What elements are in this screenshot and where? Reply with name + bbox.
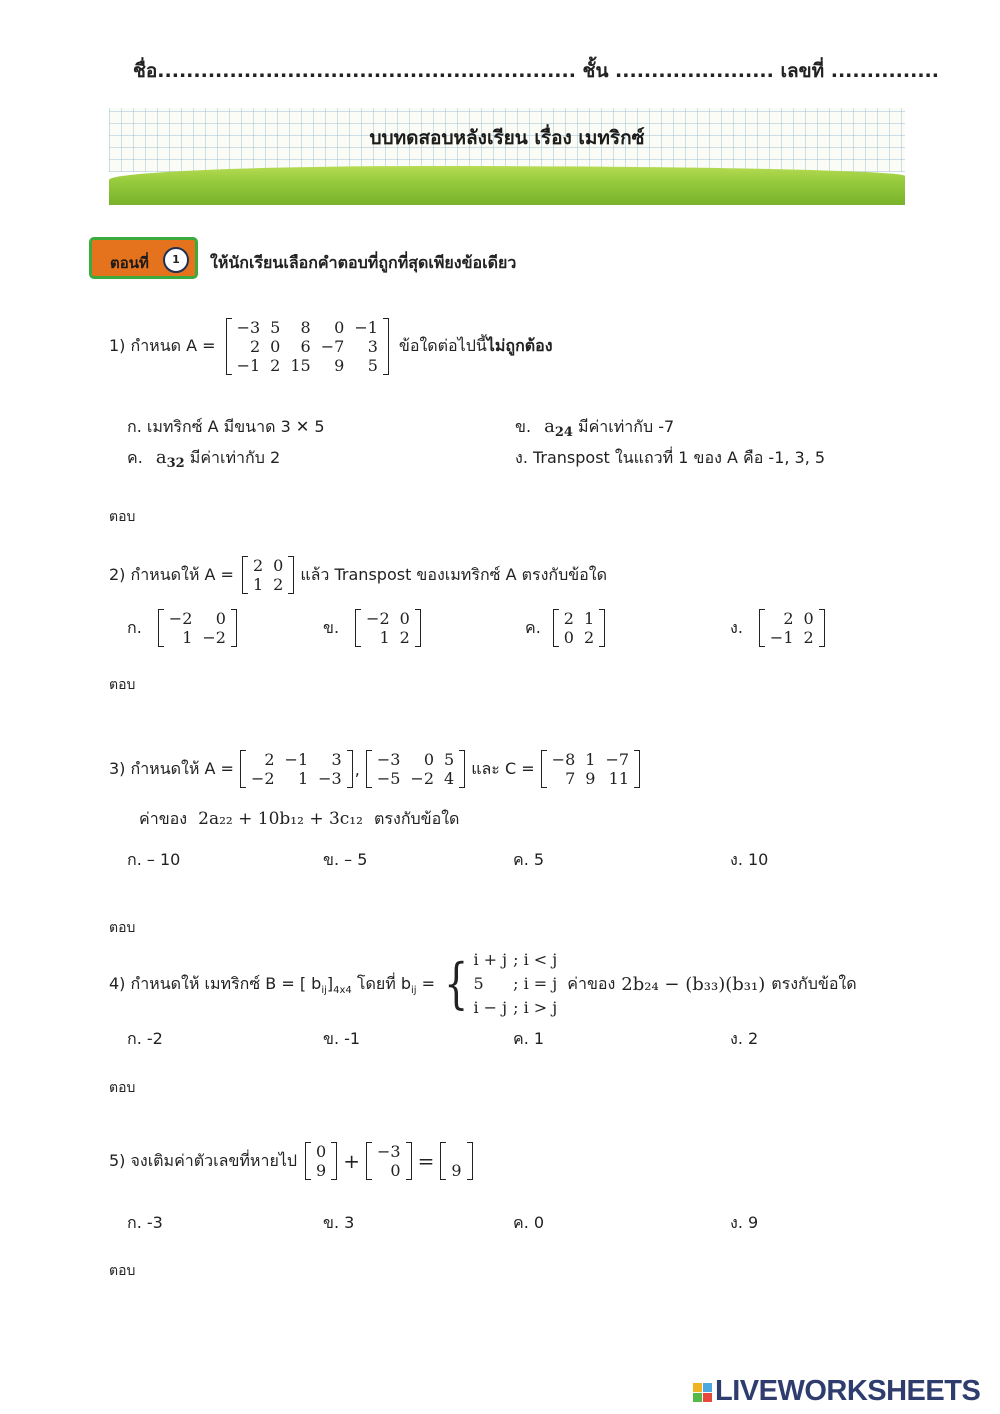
case-2-expr: 5: [473, 974, 484, 993]
q4-mid: ค่าของ: [567, 973, 616, 993]
matrix-cell: 3: [367, 337, 378, 356]
matrix-cell: 2: [783, 609, 794, 628]
case-1-expr: i + j: [473, 950, 508, 969]
matrix-cell: 1: [379, 628, 390, 647]
q1-option-c-sub: 32: [166, 456, 185, 472]
matrix-cell: 0: [563, 628, 574, 647]
q4-option-b[interactable]: ข. -1: [323, 1029, 361, 1048]
q3-line2-pre: ค่าของ: [139, 809, 188, 828]
matrix-cell: −1: [236, 356, 261, 375]
part-number: 1: [163, 247, 189, 273]
q3-matrix-a: [240, 750, 353, 788]
q2-option-a-matrix: [158, 609, 237, 647]
q2-option-a-label: ก.: [127, 617, 142, 637]
q2-option-c[interactable]: [525, 609, 605, 647]
q2-option-b-label: ข.: [323, 617, 340, 637]
matrix-cell: 0: [273, 556, 284, 575]
question-3: [109, 750, 640, 788]
q2-matrix-a: [242, 556, 294, 594]
matrix-cell: 2: [252, 556, 264, 575]
q1-option-c-var: a: [155, 447, 167, 468]
matrix-cell: −7: [320, 337, 345, 356]
q1-option-c-text: มีค่าเท่ากับ 2: [184, 448, 281, 467]
q2-option-b[interactable]: [323, 609, 421, 647]
q1-option-c[interactable]: [127, 446, 280, 471]
matrix-cell: −8: [551, 750, 576, 769]
matrix-cell: −2: [366, 609, 390, 628]
q3-matrix-c: [541, 750, 640, 788]
right-bracket: [819, 609, 825, 647]
q5-prefix: 5) จงเติมค่าตัวเลขที่หายไป: [109, 1150, 298, 1170]
matrix-cell: 7: [565, 769, 576, 788]
matrix-cell: 0: [316, 1142, 327, 1161]
matrix-cell: 1: [583, 609, 595, 628]
right-bracket: [634, 750, 640, 788]
q5-matrix-a: [305, 1142, 337, 1180]
matrix-cell: 2: [273, 575, 284, 594]
q1-suffix: ข้อใดต่อไปนี้: [398, 336, 487, 355]
matrix-cell: 9: [334, 356, 345, 375]
matrix-cell: −3: [318, 769, 342, 788]
logo-blocks-icon: [693, 1383, 712, 1402]
q2-option-c-label: ค.: [525, 617, 541, 637]
q1-matrix-a: [226, 318, 389, 375]
q1-answer-label: ตอบ: [109, 509, 136, 525]
matrix-cell: 2: [583, 628, 595, 647]
q2-suffix: แล้ว Transpost ของเมทริกซ์ A ตรงกับข้อใด: [300, 564, 607, 584]
q4-piecewise: [439, 948, 563, 1020]
q3-option-a[interactable]: ก. – 10: [127, 850, 181, 869]
right-bracket: [599, 609, 605, 647]
student-info-line: ชื่อ.......................................................... ชั้น ...................... เลขที่ ...............: [133, 60, 939, 82]
q2-prefix: 2) กำหนดให้ A =: [109, 564, 234, 584]
grass-decoration: [109, 166, 905, 205]
matrix-cell: 0: [423, 750, 434, 769]
q5-matrix-b: [366, 1142, 412, 1180]
q4-option-d[interactable]: ง. 2: [730, 1029, 759, 1048]
liveworksheets-logo[interactable]: [693, 1375, 980, 1408]
matrix-cell: 9: [451, 1161, 462, 1180]
case-1-cond: ; i < j: [513, 950, 558, 969]
matrix-cell: 0: [334, 318, 345, 337]
question-5: [109, 1142, 473, 1180]
matrix-cell: 2: [264, 750, 275, 769]
plus-sign: +: [343, 1149, 360, 1173]
q4-option-c[interactable]: ค. 1: [513, 1029, 545, 1048]
matrix-cell: 9: [316, 1161, 327, 1180]
q4-expression: 2b₂₄ − (b₃₃)(b₃₁): [621, 973, 766, 995]
q5-option-a[interactable]: ก. -3: [127, 1213, 163, 1232]
right-bracket: [415, 609, 421, 647]
matrix-cell: 4: [444, 769, 455, 788]
matrix-cell: 9: [585, 769, 596, 788]
part-instruction: ให้นักเรียนเลือกคำตอบที่ถูกที่สุดเพียงข้อเดียว: [210, 253, 517, 272]
q1-option-b-text: มีค่าเท่ากับ -7: [572, 417, 675, 436]
logo-text: LIVEWORKSHEETS: [715, 1375, 981, 1407]
q5-option-b[interactable]: ข. 3: [323, 1213, 355, 1232]
q3-line-2: [139, 807, 459, 832]
q2-option-d-matrix: [759, 609, 825, 647]
q3-line2-post: ตรงกับข้อใด: [374, 809, 460, 828]
worksheet-title: บบทดสอบหลังเรียน เรื่อง เมทริกซ์: [369, 127, 645, 149]
matrix-cell: 2: [270, 356, 281, 375]
left-brace: {: [444, 952, 469, 1015]
q1-option-d[interactable]: ง. Transpost ในแถวที่ 1 ของ A คือ -1, 3, 5: [515, 448, 826, 467]
matrix-cell: 2: [803, 628, 814, 647]
q5-answer-label: ตอบ: [109, 1263, 136, 1279]
q3-and-c: และ C =: [471, 758, 535, 778]
matrix-cell: −7: [605, 750, 630, 769]
q1-prefix: 1) กำหนด A =: [109, 336, 216, 355]
q3-option-c[interactable]: ค. 5: [513, 850, 545, 869]
case-3-expr: i − j: [473, 998, 508, 1017]
matrix-cell: 1: [182, 628, 193, 647]
matrix-cell: 0: [215, 609, 226, 628]
q3-expression: 2a₂₂ + 10b₁₂ + 3c₁₂: [198, 809, 363, 829]
matrix-cell: 5: [270, 318, 281, 337]
right-bracket: [459, 750, 465, 788]
q3-answer-label: ตอบ: [109, 920, 136, 936]
matrix-cell: −3: [376, 1142, 401, 1161]
q3-prefix: 3) กำหนดให้ A =: [109, 758, 234, 778]
matrix-cell: 0: [390, 1161, 401, 1180]
right-bracket: [383, 318, 389, 375]
equals-sign: =: [417, 1149, 435, 1173]
matrix-cell: −1: [354, 318, 378, 337]
q3-option-d[interactable]: ง. 10: [730, 850, 769, 869]
question-4: [109, 948, 857, 1020]
question-1: [109, 318, 553, 375]
matrix-cell: 8: [300, 318, 311, 337]
matrix-cell: −1: [769, 628, 794, 647]
q3-option-b[interactable]: ข. – 5: [323, 850, 368, 869]
right-bracket: [347, 750, 353, 788]
q1-option-b[interactable]: [515, 415, 674, 440]
case-2-cond: ; i = j: [513, 974, 558, 993]
q4-suffix: ตรงกับข้อใด: [771, 973, 857, 993]
q4-prefix: 4) กำหนดให้ เมทริกซ์ B = [ $b_{ij}]_{4x4}$ โดยที่ $b_{ij}$ =: [109, 973, 436, 996]
right-bracket: [467, 1142, 473, 1180]
matrix-cell: 2: [563, 609, 574, 628]
q2-option-a[interactable]: [127, 609, 237, 647]
part-label: ตอนที่: [110, 254, 149, 272]
matrix-cell: −1: [284, 750, 309, 769]
q5-option-c[interactable]: ค. 0: [513, 1213, 545, 1232]
q5-matrix-c[interactable]: [440, 1142, 472, 1180]
question-2: [109, 556, 607, 594]
q1-option-b-sub: 24: [554, 425, 573, 441]
q2-option-d-label: ง.: [730, 617, 743, 637]
matrix-cell: 0: [270, 337, 281, 356]
matrix-cell: 1: [297, 769, 309, 788]
matrix-cell: −2: [410, 769, 434, 788]
right-bracket: [331, 1142, 337, 1180]
matrix-cell: 1: [585, 750, 596, 769]
q3-separator: ,: [354, 759, 360, 779]
part-badge: [89, 237, 198, 279]
matrix-cell: 2: [249, 337, 261, 356]
matrix-cell: −3: [236, 318, 261, 337]
matrix-cell: 0: [399, 609, 410, 628]
right-bracket: [231, 609, 237, 647]
q1-option-b-var: a: [544, 416, 555, 437]
q1-suffix-bold: ไม่ถูกต้อง: [486, 336, 553, 355]
matrix-cell: −3: [376, 750, 401, 769]
q3-matrix-b: [366, 750, 465, 788]
matrix-cell: −2: [250, 769, 275, 788]
matrix-cell: 6: [300, 337, 311, 356]
matrix-cell: 1: [252, 575, 264, 594]
right-bracket: [406, 1142, 412, 1180]
q2-option-b-matrix: [355, 609, 421, 647]
q5-option-d[interactable]: ง. 9: [730, 1213, 759, 1232]
q1-option-b-label: ข.: [515, 417, 532, 436]
matrix-cell: −2: [168, 609, 193, 628]
q2-option-c-matrix: [553, 609, 605, 647]
matrix-cell: 11: [608, 769, 630, 788]
matrix-cell: −5: [376, 769, 401, 788]
q1-option-c-label: ค.: [127, 448, 143, 467]
title-banner: [109, 108, 905, 205]
matrix-cell: 15: [290, 356, 311, 375]
matrix-cell: 5: [444, 750, 455, 769]
q2-answer-label: ตอบ: [109, 677, 136, 693]
right-bracket: [288, 556, 294, 594]
q1-option-a[interactable]: ก. เมทริกซ์ A มีขนาด 3 ✕ 5: [127, 417, 325, 436]
matrix-cell: 0: [803, 609, 814, 628]
matrix-cell: 3: [331, 750, 342, 769]
q4-answer-label: ตอบ: [109, 1080, 136, 1096]
matrix-cell: −2: [202, 628, 226, 647]
matrix-cell: 2: [399, 628, 410, 647]
matrix-cell: [446, 1142, 466, 1161]
q4-option-a[interactable]: ก. -2: [127, 1029, 163, 1048]
q2-option-d[interactable]: [730, 609, 825, 647]
case-3-cond: ; i > j: [513, 998, 558, 1017]
matrix-cell: 5: [367, 356, 378, 375]
